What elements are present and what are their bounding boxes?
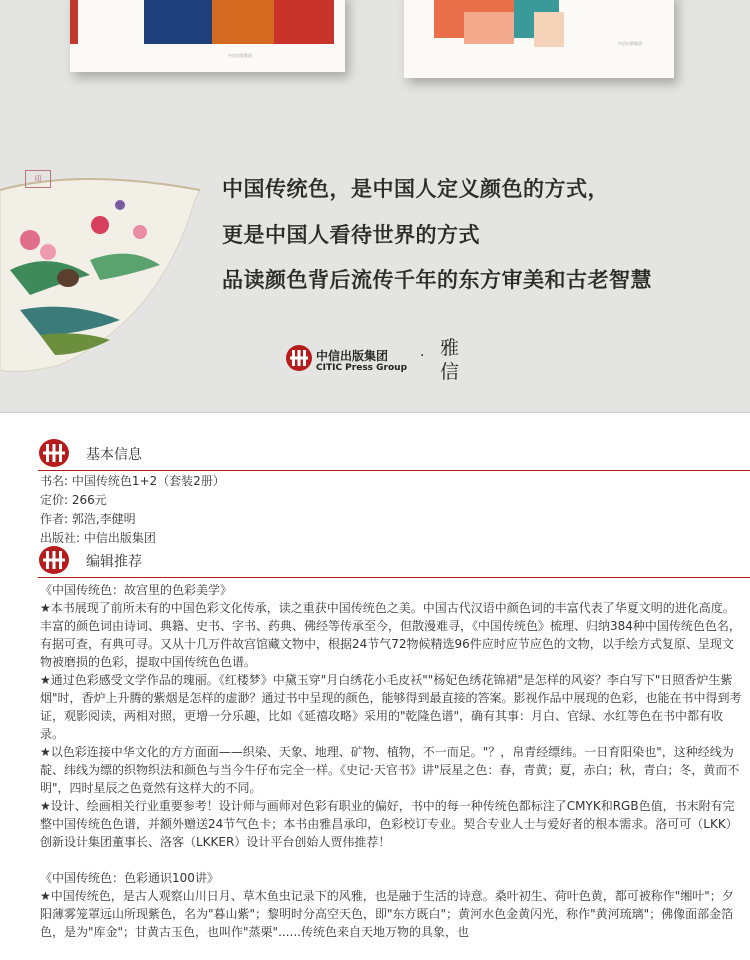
book-box-1: 中信出版集团 [70,0,345,72]
citic-logo-icon [38,545,70,575]
publisher-name-cn: 中信出版集团 [316,349,389,363]
citic-logo-icon [38,438,70,468]
porcelain-bowl-image [0,160,200,410]
editor-rec-header [38,543,750,578]
section-title: 编辑推荐 [86,554,142,570]
info-publisher: 出版社: 中信出版集团 [40,531,156,545]
citic-logo-icon [285,344,313,372]
rec-paragraph: ★以色彩连接中华文化的方方面面——织染、天象、地理、矿物、植物，不一而足。"？，帛青经缥纬。一日育阳染也"，这种经线为靛、纬线为缥的织物织法和颜色与当今牛仔布完全一样。《史记·天官书》讲"辰星之色：春，青黄；夏，赤白；秋，青白；冬，黄而不明"，四时星辰之色竟然有这样大的不同。 [40,745,740,795]
rec-paragraph: ★中国传统色，是古人观察山川日月、草木鱼虫记录下的风雅，也是融于生活的诗意。桑叶初生、荷叶色黄，都可被称作"缃叶"；夕阳薄雾笼罩远山所现紫色，名为"暮山紫"；黎明时分高空天色，即"东方既白"；黄河水色金黄闪光，称作"黄河琉璃"；佛像面部金箔色，是为"库金"；甘黄古玉色，也叫作"蒸栗"......传统色来自天地万物的具象，也 [40,889,734,939]
info-author: 作者: 郭浩,李健明 [40,512,136,526]
info-price: 定价: 266元 [40,493,107,507]
rec-paragraph: ★本书展现了前所未有的中国色彩文化传承，读之重获中国传统色之美。中国古代汉语中颜色词的丰富代表了华夏文明的进化高度。丰富的颜色词由诗词、典籍、史书、字书、药典、佛经等传承至今，但散漫难寻，《中国传统色》梳理、归纳384种中国传统色色名，有据可查，有典可寻。又从十几万件故宫馆藏文物中，根据24节气72物候精选96件应时应节应色的文物，以手绘方式复原、呈现文物被磨损的色彩，提取中国传统色色谱。 [40,601,741,669]
product-banner [0,0,750,413]
info-title: 书名: 中国传统色1+2（套装2册） [40,474,225,488]
basic-info-header [38,436,750,471]
rec-paragraph: ★设计、绘画相关行业重要参考！设计师与画师对色彩有职业的偏好，书中的每一种传统色都标注了CMYK和RGB色值，书末附有完整中国传统色色谱，并额外赠送24节气色卡；本书由雅昌承印，色彩校订专业。契合专业人士与爱好者的根本需求。洛可可（LKK）创新设计集团董事长、洛客（LKKER）设计平台创始人贾伟推荐！ [40,799,738,849]
section-title: 基本信息 [86,447,142,463]
banner-slogan-1: 中国传统色，是中国人定义颜色的方式， [222,176,609,201]
bowl-seal-mark: 印 [25,170,51,188]
publisher-name-en: CITIC Press Group [316,363,408,373]
editor-rec-body [40,581,745,941]
book-box-2: 中信出版集团 [404,0,674,78]
rec-book1-title: 《中国传统色：故宫里的色彩美学》 [40,583,233,597]
publisher-separator: · [420,348,425,364]
imprint-calligraphy: 雅信 [440,337,460,383]
banner-slogan-3: 品读颜色背后流传千年的东方审美和古老智慧 [222,267,652,292]
rec-spacer [40,851,745,869]
rec-paragraph: ★通过色彩感受文学作品的瑰丽。《红楼梦》中黛玉穿"月白绣花小毛皮袄""杨妃色绣花锦裙"是怎样的风姿？李白写下"日照香炉生紫烟"时，香炉上升腾的紫烟是怎样的虚渺？通过书中呈现的颜色，能够得到最直接的答案。影视作品中展现的色彩，也能在书中得到考证，观影阅读，两相对照，更增一分乐趣，比如《延禧攻略》采用的"乾隆色谱"，确有其事：月白、官绿、水红等色在书中都有收录。 [40,673,742,741]
rec-book2-title: 《中国传统色：色彩通识100讲》 [40,871,219,885]
banner-slogan-2: 更是中国人看待世界的方式 [222,222,480,247]
